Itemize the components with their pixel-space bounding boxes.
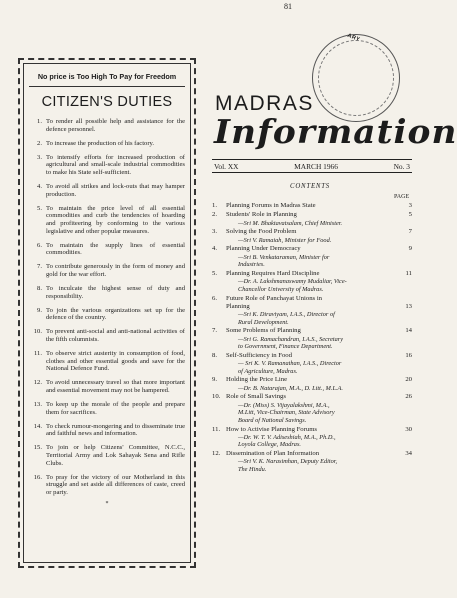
toc-title-row bbox=[212, 270, 412, 278]
toc-title-row bbox=[212, 327, 412, 335]
duty-number: 13. bbox=[33, 401, 42, 409]
toc-number: 9. bbox=[212, 376, 218, 384]
duty-text: To join the various organizations set up for the defence of the country. bbox=[46, 306, 185, 322]
duty-number: 9. bbox=[37, 306, 42, 314]
toc-title: Some Problems of Planning bbox=[226, 327, 301, 335]
duty-text: To avoid all strikes and lock-outs that may hamper production. bbox=[46, 183, 185, 198]
duty-text: To join or help Citizens' Committee, N.C.C., Territorial Army and Lok Sahayak Sena and Rifle Clubs. bbox=[46, 444, 185, 467]
duty-number: 16. bbox=[33, 473, 42, 481]
citizens-duties-box bbox=[18, 58, 196, 568]
duty-item bbox=[29, 263, 185, 278]
toc-title: Solving the Food Problem bbox=[226, 228, 297, 236]
toc-number: 3. bbox=[212, 228, 218, 236]
duty-text: To increase the production of his factory. bbox=[46, 139, 155, 147]
toc-number: 8. bbox=[212, 351, 218, 359]
toc-page: 9 bbox=[408, 245, 412, 253]
toc-entry bbox=[212, 327, 412, 350]
toc-title-row bbox=[212, 352, 412, 360]
duty-number: 3. bbox=[37, 153, 42, 161]
end-mark: * bbox=[105, 500, 109, 507]
toc-title-row bbox=[212, 450, 412, 458]
duty-item bbox=[29, 183, 185, 198]
toc-title: Planning Under Democracy bbox=[226, 245, 301, 253]
duty-number: 15. bbox=[33, 444, 42, 452]
toc-author: —Sri V. Ramaiah, Minister for Food. bbox=[238, 236, 332, 244]
toc-author: —Dr. A. Lakshmanaswamy Mudaliar, Vice- bbox=[238, 278, 347, 286]
duty-item bbox=[29, 118, 185, 133]
toc-entry bbox=[212, 202, 412, 210]
duty-item bbox=[29, 444, 185, 467]
duty-number: 4. bbox=[37, 183, 42, 191]
issue-date: MARCH 1966 bbox=[294, 162, 338, 171]
table-of-contents bbox=[212, 202, 412, 475]
duty-item bbox=[29, 328, 185, 343]
toc-author: to Government, Finance Department. bbox=[238, 343, 333, 351]
toc-title-row bbox=[212, 202, 412, 210]
toc-title-row bbox=[212, 393, 412, 401]
toc-author: —Sri M. Bhaktavatsalam, Chief Minister. bbox=[238, 219, 343, 227]
toc-author: —Sri V. K. Narasimhan, Deputy Editor, bbox=[238, 458, 338, 466]
toc-author: Chancellor University of Madras. bbox=[238, 285, 324, 293]
toc-title-row bbox=[212, 426, 412, 434]
duty-number: 6. bbox=[37, 241, 42, 249]
toc-author: Rural Development. bbox=[238, 318, 289, 326]
duty-item bbox=[29, 423, 185, 438]
masthead-madras: MADRAS bbox=[215, 92, 314, 115]
page-number: 81 bbox=[284, 2, 292, 11]
duty-number: 11. bbox=[34, 350, 42, 358]
toc-number: 7. bbox=[212, 327, 218, 335]
toc-entry bbox=[212, 450, 412, 473]
duty-text: To intensify efforts for increased production of agricultural and small-scale industrial commodities to make his State self-sufficient. bbox=[46, 153, 185, 176]
toc-page: 11 bbox=[405, 269, 412, 277]
duties-title: CITIZEN'S DUTIES bbox=[41, 94, 173, 110]
toc-title-row bbox=[212, 211, 412, 219]
toc-entry bbox=[212, 270, 412, 293]
toc-page: 5 bbox=[408, 211, 412, 219]
toc-title: Planning Requires Hard Discipline bbox=[226, 269, 320, 277]
toc-title-row bbox=[212, 303, 412, 311]
toc-author: Loyola College, Madras. bbox=[238, 441, 301, 449]
toc-entry bbox=[212, 228, 412, 244]
toc-author: Industries. bbox=[238, 261, 265, 269]
duty-item bbox=[29, 205, 185, 235]
toc-author: M.Litt, Vice-Chairman, State Advisory bbox=[238, 409, 335, 417]
toc-page: 34 bbox=[405, 450, 412, 458]
toc-page: 20 bbox=[405, 376, 412, 384]
toc-author: —Dr. W. T. V. Adiseshiah, M.A., Ph.D., bbox=[238, 433, 336, 441]
duty-number: 7. bbox=[37, 263, 42, 271]
duty-number: 2. bbox=[37, 139, 42, 147]
duty-number: 8. bbox=[37, 285, 42, 292]
issue-info-bar bbox=[212, 159, 412, 173]
duty-item bbox=[29, 474, 185, 497]
toc-page: 30 bbox=[405, 425, 412, 433]
duty-text: To maintain the price level of all essential commodities and curb the tendencies of hoarding and profiteering by conforming to the various legislative and other popular measures. bbox=[46, 204, 185, 235]
toc-author: — Sri K. V. Ramanathan, I.A.S., Director bbox=[238, 360, 342, 368]
stamp-text: ARY bbox=[346, 32, 361, 44]
toc-title: Future Role of Panchayat Unions in bbox=[226, 294, 323, 302]
duty-text: To inculcate the highest sense of duty and responsibility. bbox=[46, 285, 185, 300]
contents-heading: CONTENTS bbox=[289, 183, 331, 190]
toc-page: 7 bbox=[408, 228, 412, 236]
masthead-information: Information bbox=[214, 112, 457, 151]
page-column-label: PAGE bbox=[394, 194, 410, 200]
duty-text: To avoid unnecessary travel so that more important and essential movement may not be hampered. bbox=[46, 379, 185, 394]
toc-author: The Hindu. bbox=[238, 465, 267, 473]
toc-number: 4. bbox=[212, 245, 218, 253]
toc-title-row bbox=[212, 228, 412, 236]
toc-entry bbox=[212, 211, 412, 227]
toc-number: 1. bbox=[212, 202, 218, 209]
duties-list bbox=[29, 118, 185, 496]
toc-title: Role of Small Savings bbox=[226, 393, 287, 401]
duty-text: To render all possible help and assistance for the defence personnel. bbox=[46, 118, 185, 133]
toc-entry bbox=[212, 426, 412, 449]
toc-title: Planning Forums in Madras State bbox=[226, 202, 316, 209]
toc-title: Holding the Price Line bbox=[226, 376, 288, 384]
duty-text: To check rumour-mongering and to disseminate true and faithful news and information. bbox=[46, 422, 185, 438]
toc-number: 2. bbox=[212, 211, 218, 219]
toc-title: Planning bbox=[226, 302, 250, 310]
duty-number: 1. bbox=[37, 118, 42, 125]
duty-item bbox=[29, 154, 185, 177]
toc-entry bbox=[212, 295, 412, 327]
toc-entry bbox=[212, 376, 412, 392]
duty-text: To contribute generously in the form of money and gold for the war effort. bbox=[46, 263, 185, 278]
toc-author: —Sri G. Ramachandran, I.A.S., Secretary bbox=[238, 335, 344, 343]
citizens-duties-inner bbox=[23, 63, 191, 563]
toc-number: 11. bbox=[212, 425, 221, 433]
toc-number: 6. bbox=[212, 294, 218, 302]
duty-number: 14. bbox=[33, 422, 42, 430]
library-stamp bbox=[312, 34, 400, 122]
toc-title-row bbox=[212, 376, 412, 384]
toc-author: —Sri K. Diraviyam, I.A.S., Director of bbox=[238, 310, 335, 318]
toc-author: —Dr. B. Natarajan, M.A., D. Litt., M.L.A. bbox=[238, 384, 343, 392]
toc-number bbox=[212, 303, 226, 311]
toc-entry bbox=[212, 393, 412, 424]
duty-text: To keep up the morale of the people and prepare them for sacrifices. bbox=[46, 401, 185, 416]
duty-text: To pray for the victory of our Motherland in this struggle and set aside all differences of caste, creed or party. bbox=[46, 473, 185, 496]
duty-text: To maintain the supply lines of essential commodities. bbox=[46, 241, 185, 257]
toc-title: Dissemination of Plan Information bbox=[226, 450, 320, 458]
toc-number: 10. bbox=[212, 393, 221, 401]
toc-author: —Dr. (Miss) S. Vijayalakshmi, M.A., bbox=[238, 401, 330, 409]
issue-number: No. 3 bbox=[393, 162, 410, 171]
toc-number: 12. bbox=[212, 450, 221, 458]
toc-page: 13 bbox=[405, 302, 412, 310]
toc-title-row bbox=[212, 295, 412, 303]
toc-author: Board of National Savings. bbox=[238, 416, 307, 424]
toc-title: Students' Role in Planning bbox=[226, 211, 297, 219]
toc-title: Self-Sufficiency in Food bbox=[226, 351, 292, 359]
toc-page: 3 bbox=[408, 202, 412, 209]
issue-volume: Vol. XX bbox=[214, 162, 239, 171]
duty-number: 12. bbox=[33, 379, 42, 387]
duty-item bbox=[29, 140, 185, 148]
duty-text: To prevent anti-social and anti-national activities of the fifth columnists. bbox=[46, 328, 185, 343]
toc-page bbox=[396, 295, 412, 303]
toc-author: of Agriculture, Madras. bbox=[238, 367, 298, 375]
duty-item bbox=[29, 350, 185, 373]
duty-item bbox=[29, 285, 185, 300]
duty-item bbox=[29, 401, 185, 416]
duty-item bbox=[29, 307, 185, 322]
duty-item bbox=[29, 379, 185, 394]
toc-entry bbox=[212, 352, 412, 375]
toc-title-row bbox=[212, 245, 412, 253]
freedom-slogan: No price is Too High To Pay for Freedom bbox=[29, 72, 185, 87]
toc-page: 14 bbox=[405, 327, 412, 335]
toc-title: How to Activise Planning Forums bbox=[226, 425, 318, 433]
toc-entry bbox=[212, 245, 412, 268]
toc-author: —Sri B. Venkataraman, Minister for bbox=[238, 253, 330, 261]
duty-item bbox=[29, 242, 185, 257]
duty-number: 5. bbox=[37, 204, 42, 212]
duty-number: 10. bbox=[33, 328, 42, 336]
toc-page: 26 bbox=[405, 393, 412, 401]
toc-number: 5. bbox=[212, 269, 218, 277]
duty-text: To observe strict austerity in consumption of food, clothes and other essential goods and save for the National Defence Fund. bbox=[46, 350, 185, 373]
toc-page: 16 bbox=[405, 351, 412, 359]
